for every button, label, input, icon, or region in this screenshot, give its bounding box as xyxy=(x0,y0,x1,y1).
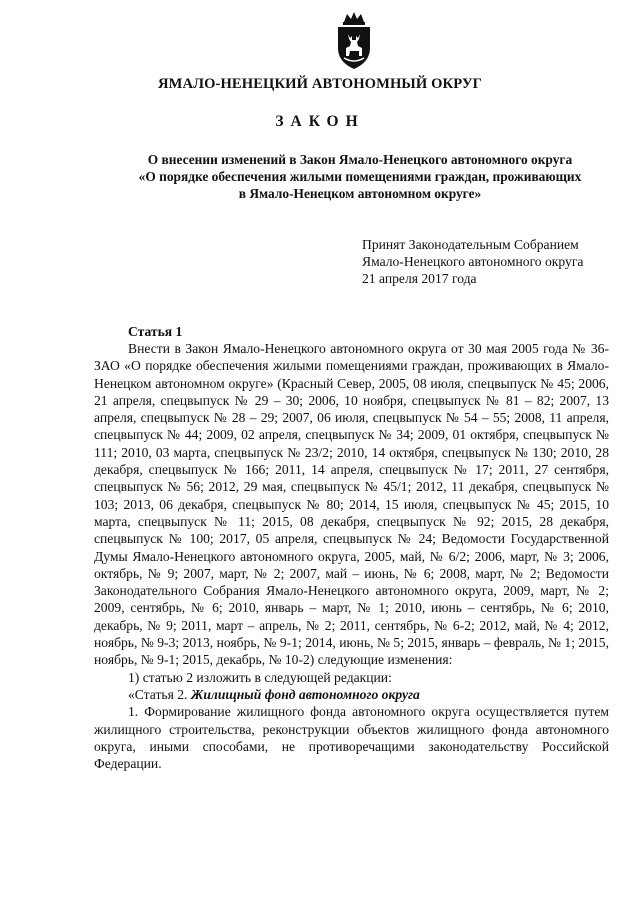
article-body: Внести в Закон Ямало-Ненецкого автономного округа от 30 мая 2005 года № 36-ЗАО «О порядке обеспечения жилыми помещениями граждан, проживающих в Ямало-Ненецком автономном округе» (Красный Север, 2005, 08 июля, спецвыпуск № 45; 2006, 21 апреля, спецвыпуск № 29 – 30; 2006, 10 ноября, спецвыпуск № 81 – 82; 2007, 13 апреля, спецвыпуск № 28 – 29; 2007, 06 июля, спецвыпуск № 54 – 55; 2008, 11 апреля, спецвыпуск № 44; 2009, 02 апреля, спецвыпуск № 34; 2009, 01 октября, спецвыпуск № 111; 2010, 03 марта, спецвыпуск № 23/2; 2010, 14 октября, спецвыпуск № 130; 2010, 28 декабря, спецвыпуск № 166; 2011, 14 апреля, спецвыпуск № 17; 2011, 27 сентября, спецвыпуск № 56; 2012, 29 мая, спецвыпуск № 45/1; 2012, 11 декабря, спецвыпуск № 103; 2013, 06 декабря, спецвыпуск № 80; 2014, 15 июля, спецвыпуск № 45; 2015, 10 марта, спецвыпуск № 11; 2015, 08 декабря, спецвыпуск № 92; 2015, 28 декабря, спецвыпуск № 100; 2017, 05 апреля, спецвыпуск № 24; Ведомости Государственной Думы Ямало-Ненецкого автономного округа, 2005, май, № 6/2; 2006, март, № 3; 2006, октябрь, № 9; 2007, март, № 2; 2007, май – июнь, № 6; 2008, март, № 2; Ведомости Законодательного Собрания Ямало-Ненецкого автономного округа, 2009, март, № 2; 2009, сентябрь, № 6; 2010, январь – март, № 1; 2010, июнь – сентябрь, № 6; 2010, декабрь, № 9; 2011, март – апрель, № 2; 2011, сентябрь, № 6-2; 2012, май, № 4; 2012, ноябрь, № 9-3; 2013, ноябрь, № 9-1; 2014, июнь, № 5; 2015, январь – февраль, № 1; 2015, ноябрь, № 9-1; 2015, декабрь, № 10-2) следующие изменения: xyxy=(94,341,609,668)
subject-line: О внесении изменений в Закон Ямало-Ненецкого автономного округа xyxy=(147,152,573,167)
quote-prefix: «Статья 2. xyxy=(128,686,191,702)
quoted-point: 1. Формирование жилищного фонда автономного округа осуществляется путем жилищного строительства, реконструкции объектов жилищного фонда автономного округа, иными способами, не противоречащими законодательству Российской Федерации. xyxy=(94,704,609,772)
adoption-line: Принят Законодательным Собранием xyxy=(362,237,579,252)
region-title: ЯМАЛО-НЕНЕЦКИЙ АВТОНОМНЫЙ ОКРУГ xyxy=(157,76,483,92)
adoption-block xyxy=(362,236,583,287)
article-content xyxy=(94,340,609,772)
document-type: ЗАКОН xyxy=(275,113,365,130)
subject-line: в Ямало-Ненецком автономном округе» xyxy=(238,186,482,201)
amendment-item: 1) статью 2 изложить в следующей редакции: xyxy=(128,669,392,685)
adoption-date: 21 апреля 2017 года xyxy=(362,271,477,286)
quote-title: Жилищный фонд автономного округа xyxy=(190,686,420,702)
subject-line: «О порядке обеспечения жилыми помещениями граждан, проживающих xyxy=(138,169,582,184)
coat-of-arms-icon xyxy=(332,12,376,70)
quoted-article-heading xyxy=(94,686,609,703)
article-title: Статья 1 xyxy=(128,324,183,339)
adoption-line: Ямало-Ненецкого автономного округа xyxy=(362,254,584,269)
law-subject xyxy=(60,151,640,202)
